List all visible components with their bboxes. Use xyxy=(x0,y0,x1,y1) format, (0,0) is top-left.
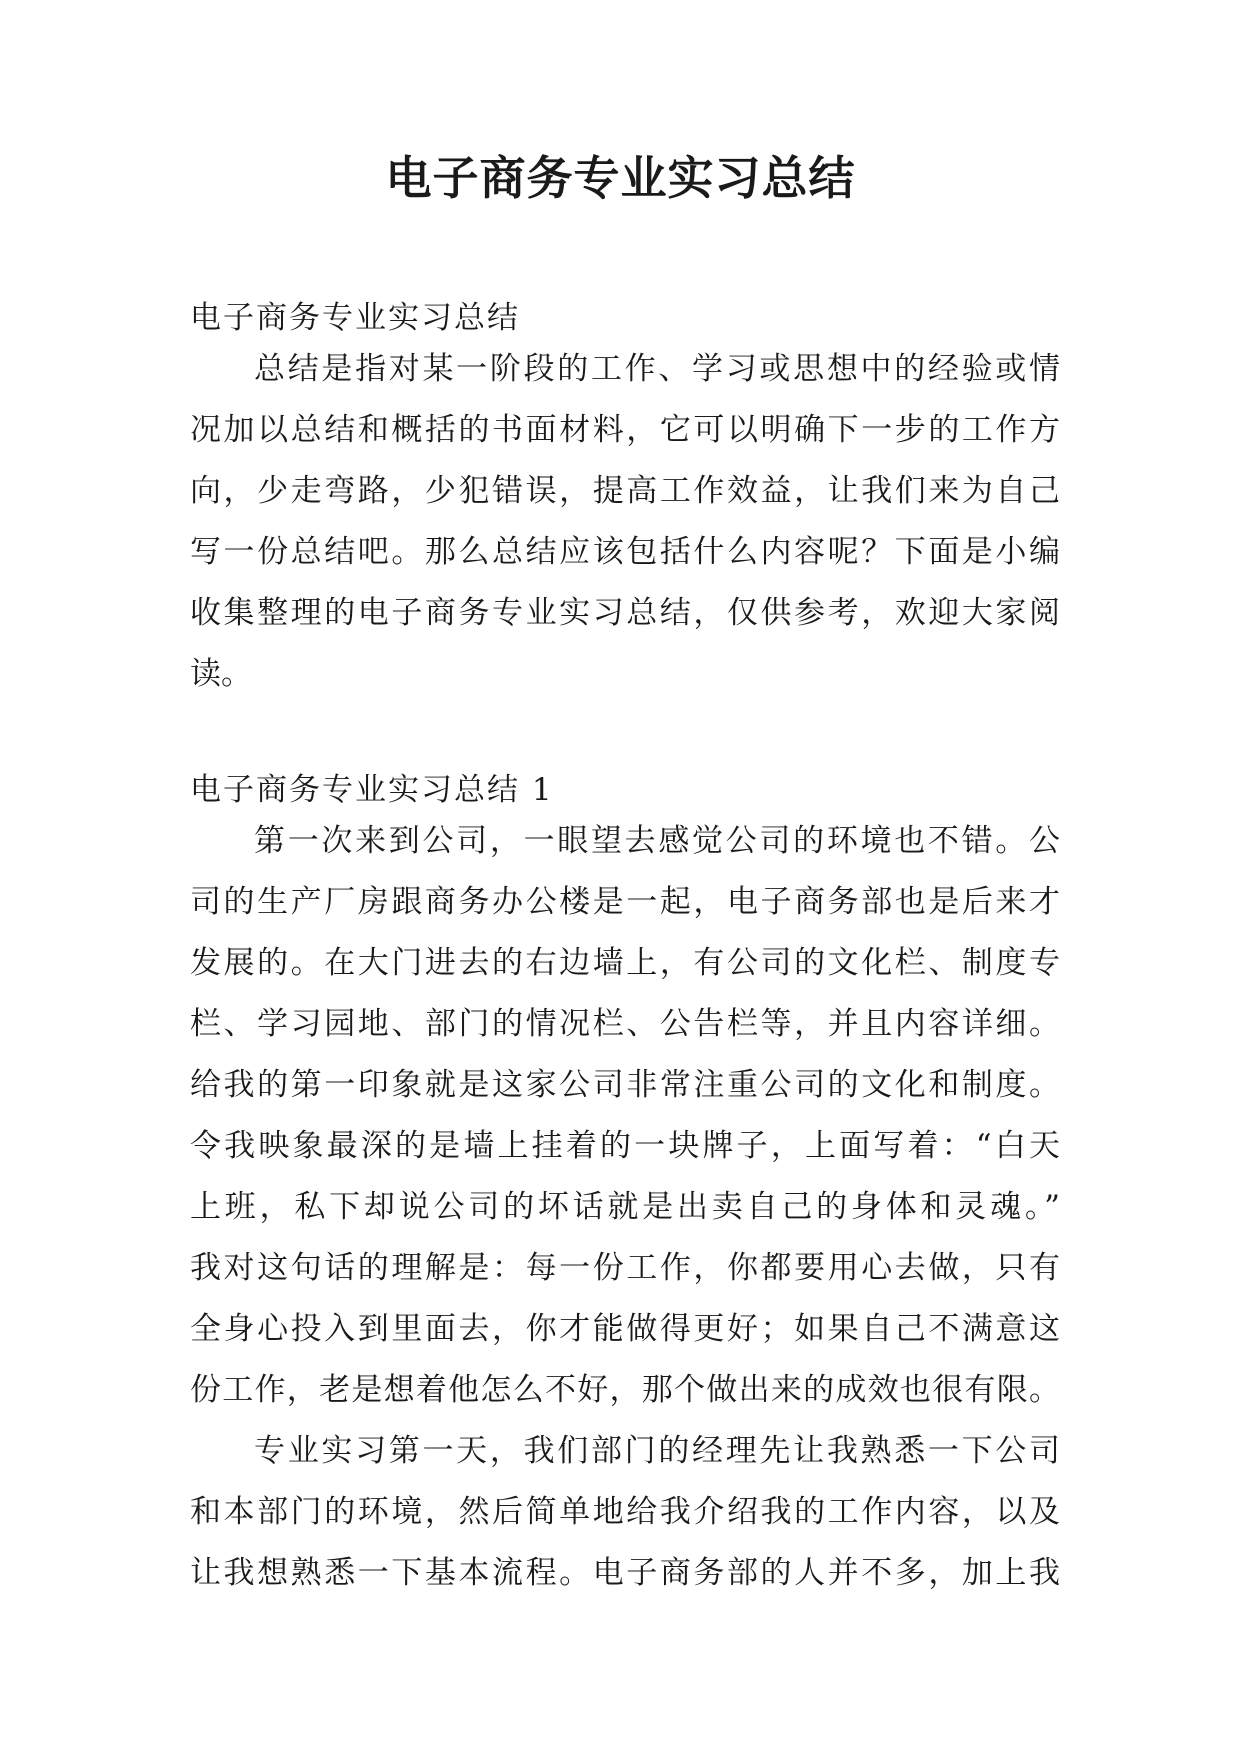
section1-paragraph-2 xyxy=(190,1421,1060,1604)
intro-line: 收集整理的电子商务专业实习总结，仅供参考，欢迎大家阅 xyxy=(190,595,1060,631)
paragraph-line: 司的生产厂房跟商务办公楼是一起，电子商务部也是后来才 xyxy=(190,884,1060,920)
paragraph-line: 上班，私下却说公司的坏话就是出卖自己的身体和灵魂。” xyxy=(190,1189,1060,1225)
paragraph-line: 我对这句话的理解是：每一份工作，你都要用心去做，只有 xyxy=(190,1250,1060,1286)
paragraph-line: 让我想熟悉一下基本流程。电子商务部的人并不多，加上我 xyxy=(190,1555,1060,1591)
paragraph-line: 和本部门的环境，然后简单地给我介绍我的工作内容，以及 xyxy=(190,1494,1060,1530)
intro-line: 向，少走弯路，少犯错误，提高工作效益，让我们来为自己 xyxy=(190,473,1060,509)
intro-paragraph xyxy=(190,339,1060,705)
paragraph-line: 全身心投入到里面去，你才能做得更好；如果自己不满意这 xyxy=(190,1311,1060,1347)
paragraph-line: 专业实习第一天，我们部门的经理先让我熟悉一下公司 xyxy=(254,1433,1060,1469)
paragraph-line: 给我的第一印象就是这家公司非常注重公司的文化和制度。 xyxy=(190,1067,1060,1103)
paragraph-line: 发展的。在大门进去的右边墙上，有公司的文化栏、制度专 xyxy=(190,945,1060,981)
paragraph-line: 栏、学习园地、部门的情况栏、公告栏等，并且内容详细。 xyxy=(190,1006,1060,1042)
paragraph-line: 第一次来到公司，一眼望去感觉公司的环境也不错。公 xyxy=(254,823,1060,859)
paragraph-line: 份工作，老是想着他怎么不好，那个做出来的成效也很有限。 xyxy=(190,1372,1060,1408)
page-title: 电子商务专业实习总结 xyxy=(385,151,856,205)
intro-line: 写一份总结吧。那么总结应该包括什么内容呢？下面是小编 xyxy=(190,534,1060,570)
section1-paragraph-1 xyxy=(190,811,1060,1421)
paragraph-line: 令我映象最深的是墙上挂着的一块牌子，上面写着：“白天 xyxy=(190,1128,1060,1164)
intro-heading: 电子商务专业实习总结 xyxy=(190,300,520,336)
intro-line: 况加以总结和概括的书面材料，它可以明确下一步的工作方 xyxy=(190,412,1060,448)
intro-line: 总结是指对某一阶段的工作、学习或思想中的经验或情 xyxy=(254,351,1060,387)
intro-line: 读。 xyxy=(190,656,252,692)
section-heading: 电子商务专业实习总结 1 xyxy=(190,772,554,808)
